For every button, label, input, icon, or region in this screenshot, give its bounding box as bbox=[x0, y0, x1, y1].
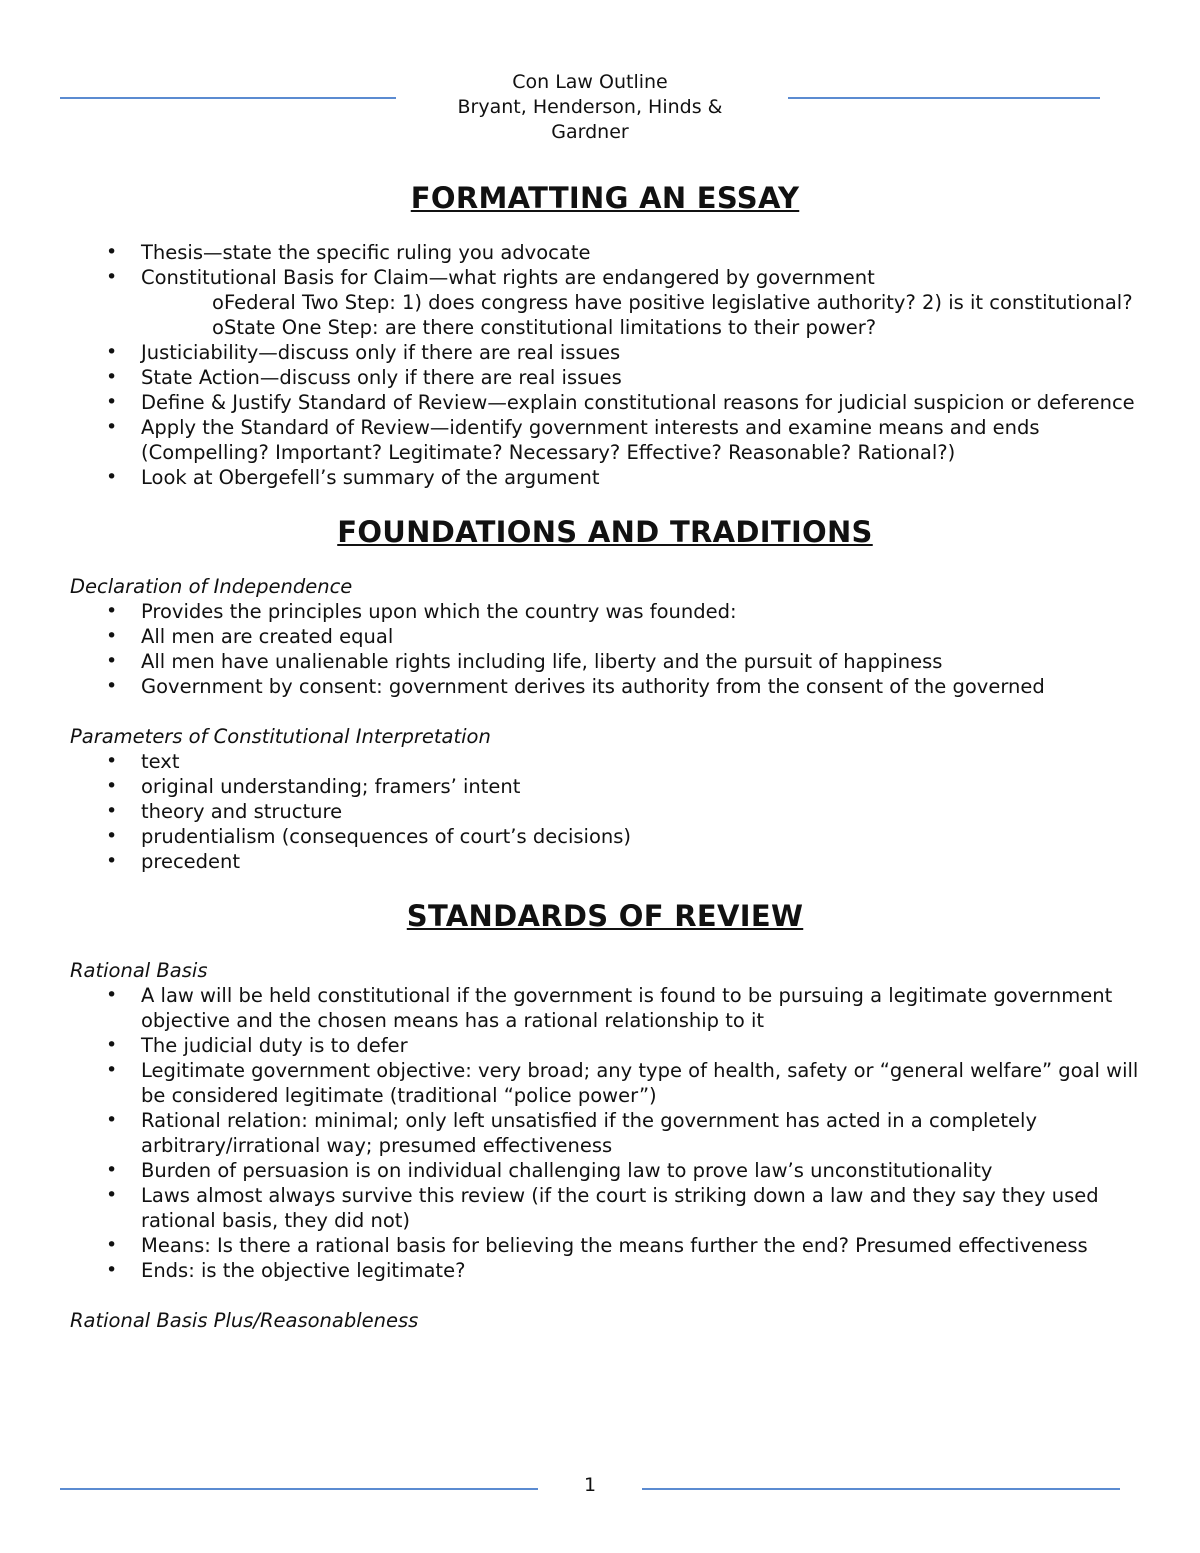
bullet-icon: • bbox=[106, 266, 118, 288]
list-item: • text bbox=[106, 750, 180, 773]
bullet-icon: • bbox=[106, 366, 118, 388]
bullet-icon: • bbox=[106, 625, 118, 647]
spacer bbox=[70, 699, 1140, 724]
bullet-icon: • bbox=[106, 850, 118, 872]
list-item: • prudentialism (consequences of court’s decisions) bbox=[106, 825, 632, 848]
list-item: • Means: Is there a rational basis for believing the means further the end? Presumed effectiveness bbox=[106, 1234, 1088, 1257]
header-text bbox=[420, 70, 760, 145]
formatting-list bbox=[70, 240, 1140, 290]
list-item: • Look at Obergefell’s summary of the argument bbox=[106, 466, 600, 489]
list-item: • Government by consent: government derives its authority from the consent of the governed bbox=[106, 675, 1045, 698]
list-item: • Constitutional Basis for Claim—what rights are endangered by government bbox=[106, 266, 875, 289]
declaration-list bbox=[70, 599, 1140, 699]
section-title-foundations: FOUNDATIONS AND TRADITIONS bbox=[337, 515, 873, 549]
bullet-icon: • bbox=[106, 750, 118, 772]
list-item: • Rational relation: minimal; only left unsatisfied if the government has acted in a completely arbitrary/irrational way; presumed effectiveness bbox=[106, 1109, 1037, 1157]
footer-rule-right bbox=[642, 1488, 1120, 1490]
bullet-icon: • bbox=[106, 241, 118, 263]
footer-rule-left bbox=[60, 1488, 538, 1490]
list-item: • original understanding; framers’ intent bbox=[106, 775, 521, 798]
list-item: • The judicial duty is to defer bbox=[106, 1034, 408, 1057]
list-item: • Laws almost always survive this review (if the court is striking down a law and they say they used rational basis, they did not) bbox=[106, 1184, 1099, 1232]
list-item: • All men are created equal bbox=[106, 625, 394, 648]
document-body bbox=[70, 178, 1140, 1333]
spacer bbox=[70, 1283, 1140, 1308]
header-title: Con Law Outline bbox=[512, 71, 668, 93]
list-item: • Apply the Standard of Review—identify government interests and examine means and ends (Compelling? Important? Legitimate? Necessary? Effective? Reasonable? Rational?) bbox=[106, 416, 1040, 464]
sub-list-item: oState One Step: are there constitutional limitations to their power? bbox=[212, 316, 877, 339]
list-item: • precedent bbox=[106, 850, 241, 873]
bullet-icon: • bbox=[106, 1034, 118, 1056]
list-item: • A law will be held constitutional if the government is found to be pursuing a legitimate government objective and the chosen means has a rational relationship to it bbox=[106, 984, 1113, 1032]
formatting-list-cont bbox=[70, 340, 1140, 490]
header-authors-cont: Gardner bbox=[551, 121, 629, 143]
bullet-icon: • bbox=[106, 600, 118, 622]
list-item: • Define & Justify Standard of Review—explain constitutional reasons for judicial suspicion or deference bbox=[106, 391, 1135, 414]
formatting-sublist bbox=[70, 290, 1140, 340]
list-item: • Burden of persuasion is on individual challenging law to prove law’s unconstitutionality bbox=[106, 1159, 993, 1182]
bullet-icon: • bbox=[106, 984, 118, 1006]
bullet-icon: • bbox=[106, 341, 118, 363]
list-item: • Thesis—state the specific ruling you advocate bbox=[106, 241, 591, 264]
bullet-icon: • bbox=[106, 800, 118, 822]
header-rule-left bbox=[60, 97, 396, 99]
list-item: • State Action—discuss only if there are real issues bbox=[106, 366, 622, 389]
circle-bullet-icon: o bbox=[212, 316, 224, 339]
bullet-icon: • bbox=[106, 416, 118, 438]
header-rule-right bbox=[788, 97, 1100, 99]
subheading-rational-basis: Rational Basis bbox=[70, 959, 208, 982]
page-header bbox=[0, 70, 1200, 150]
bullet-icon: • bbox=[106, 650, 118, 672]
page-number: 1 bbox=[583, 1474, 597, 1496]
bullet-icon: • bbox=[106, 1059, 118, 1081]
bullet-icon: • bbox=[106, 1184, 118, 1206]
bullet-icon: • bbox=[106, 1109, 118, 1131]
bullet-icon: • bbox=[106, 825, 118, 847]
list-item: • Legitimate government objective: very broad; any type of health, safety or “general welfare” goal will be considered legitimate (traditional “police power”) bbox=[106, 1059, 1139, 1107]
bullet-icon: • bbox=[106, 1259, 118, 1281]
parameters-list bbox=[70, 749, 1140, 874]
section-title-formatting: FORMATTING AN ESSAY bbox=[410, 181, 800, 215]
header-authors: Bryant, Henderson, Hinds & bbox=[457, 96, 723, 118]
bullet-icon: • bbox=[106, 391, 118, 413]
list-item: • Ends: is the objective legitimate? bbox=[106, 1259, 466, 1282]
subheading-rational-basis-plus: Rational Basis Plus/Reasonableness bbox=[70, 1309, 419, 1332]
bullet-icon: • bbox=[106, 1159, 118, 1181]
bullet-icon: • bbox=[106, 1234, 118, 1256]
bullet-icon: • bbox=[106, 466, 118, 488]
bullet-icon: • bbox=[106, 675, 118, 697]
sub-list-item: oFederal Two Step: 1) does congress have positive legislative authority? 2) is it constitutional? bbox=[212, 291, 1133, 314]
list-item: • theory and structure bbox=[106, 800, 343, 823]
list-item: • All men have unalienable rights including life, liberty and the pursuit of happiness bbox=[106, 650, 943, 673]
rational-basis-list bbox=[70, 983, 1140, 1283]
subheading-parameters: Parameters of Constitutional Interpretation bbox=[70, 725, 491, 748]
bullet-icon: • bbox=[106, 775, 118, 797]
section-title-standards: STANDARDS OF REVIEW bbox=[406, 899, 804, 933]
list-item: • Provides the principles upon which the country was founded: bbox=[106, 600, 737, 623]
page-footer bbox=[0, 1470, 1200, 1510]
list-item: • Justiciability—discuss only if there are real issues bbox=[106, 341, 621, 364]
circle-bullet-icon: o bbox=[212, 291, 224, 314]
subheading-declaration: Declaration of Independence bbox=[70, 575, 353, 598]
